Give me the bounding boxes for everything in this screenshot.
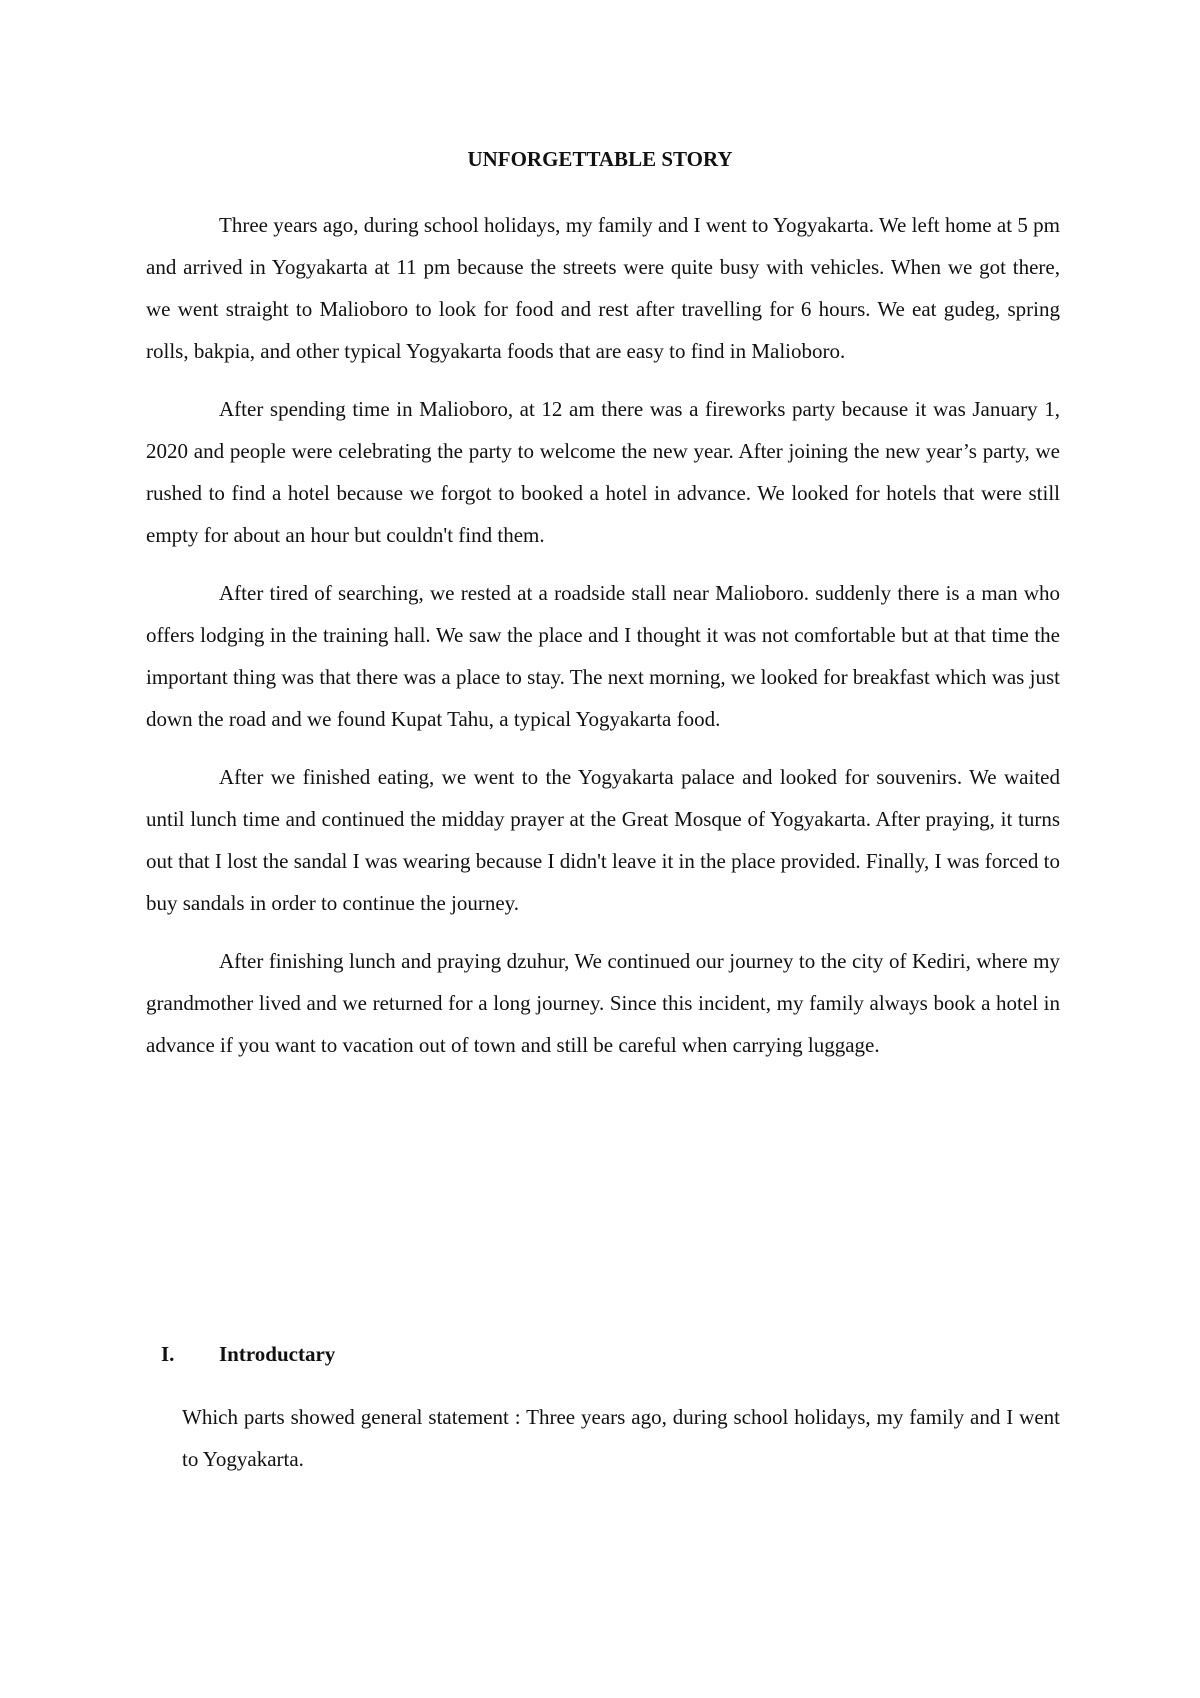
paragraph-3: After tired of searching, we rested at a roadside stall near Malioboro. suddenly there is a man who offers lodging in the training hall. We saw the place and I thought it was not comfortable but at that time the important thing was that there was a place to stay. The next morning, we looked for breakfast which was just down the road and we found Kupat Tahu, a typical Yogyakarta food. [146, 581, 1060, 731]
section-heading [161, 1333, 1061, 1375]
story-body [146, 204, 1060, 1082]
paragraph-4: After we finished eating, we went to the Yogyakarta palace and looked for souvenirs. We waited until lunch time and continued the midday prayer at the Great Mosque of Yogyakarta. After praying, it turns out that I lost the sandal I was wearing because I didn't leave it in the place provided. Finally, I was forced to buy sandals in order to continue the journey. [146, 765, 1060, 915]
paragraph-2: After spending time in Malioboro, at 12 am there was a fireworks party because it was January 1, 2020 and people were celebrating the party to welcome the new year. After joining the new year’s party, we rushed to find a hotel because we forgot to booked a hotel in advance. We looked for hotels that were still empty for about an hour but couldn't find them. [146, 397, 1060, 547]
section-title: Introductary [219, 1342, 336, 1366]
section-answer: Which parts showed general statement : Three years ago, during school holidays, my family and I went to Yogyakarta. [182, 1405, 1060, 1471]
paragraph-5: After finishing lunch and praying dzuhur, We continued our journey to the city of Kediri, where my grandmother lived and we returned for a long journey. Since this incident, my family always book a hotel in advance if you want to vacation out of town and still be careful when carrying luggage. [146, 949, 1060, 1057]
document-title: UNFORGETTABLE STORY [467, 147, 733, 171]
paragraph-1: Three years ago, during school holidays, my family and I went to Yogyakarta. We left home at 5 pm and arrived in Yogyakarta at 11 pm because the streets were quite busy with vehicles. When we got there, we went straight to Malioboro to look for food and rest after travelling for 6 hours. We eat gudeg, spring rolls, bakpia, and other typical Yogyakarta foods that are easy to find in Malioboro. [146, 213, 1060, 363]
section-number: I. [161, 1342, 175, 1366]
